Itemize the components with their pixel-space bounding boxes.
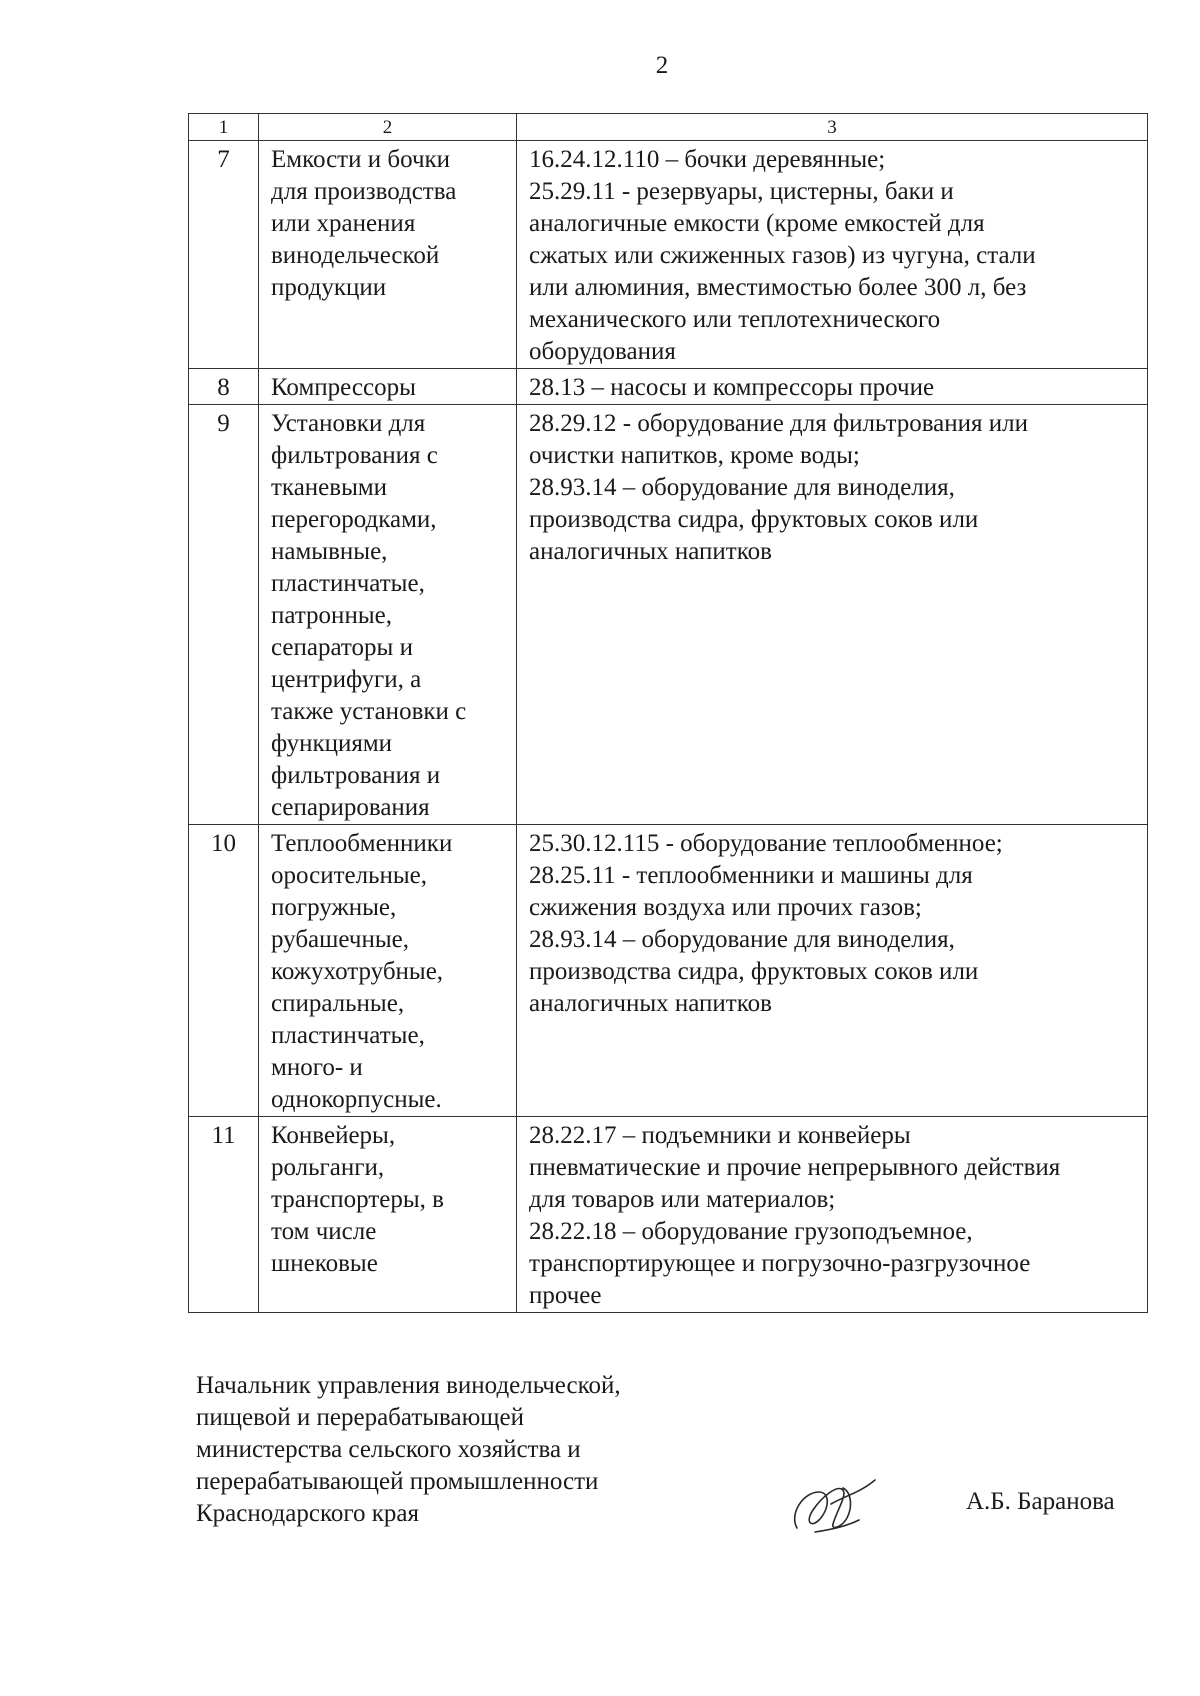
table-body [189,114,1148,1313]
equipment-name-line: однокорпусные. [271,1086,442,1113]
equipment-name-line: продукции [271,274,387,301]
equipment-name-line: рубашечные, [271,926,409,953]
okpd-code-line: сжижения воздуха или прочих газов; [529,894,922,921]
header-cell: 2 [259,114,517,141]
okpd-code-line: 28.25.11 - теплообменники и машины для [529,862,973,889]
okpd-code-line: 16.24.12.110 – бочки деревянные; [529,146,886,173]
okpd-code-line: 28.13 – насосы и компрессоры прочие [529,374,935,401]
position-line: пищевой и перерабатывающей [196,1404,525,1431]
equipment-name-line: спиральные, [271,990,405,1017]
equipment-name-line: кожухотрубные, [271,958,444,985]
handwritten-signature [785,1470,880,1540]
page-number: 2 [655,52,669,79]
equipment-name-line: рольганги, [271,1154,385,1181]
equipment-name-line: Компрессоры [271,374,416,401]
equipment-name-line: шнековые [271,1250,378,1277]
okpd-code-line: аналогичные емкости (кроме емкостей для [529,210,985,237]
okpd-code-line: для товаров или материалов; [529,1186,836,1213]
header-cell: 3 [517,114,1148,141]
table-row [189,141,1148,369]
equipment-name-line: Теплообменники [271,830,453,857]
position-line: министерства сельского хозяйства и [196,1436,581,1463]
equipment-name-line: пластинчатые, [271,570,425,597]
equipment-name-line: Конвейеры, [271,1122,396,1149]
row-number-cell: 10 [189,825,259,1117]
position-line: Краснодарского края [196,1500,419,1527]
okpd-code-line: аналогичных напитков [529,990,772,1017]
signer-name: А.Б. Баранова [966,1488,1115,1515]
okpd-code-line: 25.29.11 - резервуары, цистерны, баки и [529,178,954,205]
okpd-code-line: прочее [529,1282,602,1309]
okpd-codes-cell [517,369,1148,405]
row-number-cell: 11 [189,1117,259,1313]
okpd-code-line: 28.93.14 – оборудование для виноделия, [529,474,955,501]
table-row [189,825,1148,1117]
okpd-code-line: пневматические и прочие непрерывного действия [529,1154,1061,1181]
equipment-name-line: патронные, [271,602,392,629]
equipment-name-line: транспортеры, в [271,1186,444,1213]
header-cell: 1 [189,114,259,141]
okpd-code-line: оборудования [529,338,676,365]
equipment-name-line: намывные, [271,538,388,565]
okpd-code-line: транспортирующее и погрузочно-разгрузочное [529,1250,1031,1277]
okpd-code-line: сжатых или сжиженных газов) из чугуна, стали [529,242,1036,269]
equipment-name-line: Емкости и бочки [271,146,451,173]
equipment-name-line: центрифуги, а [271,666,422,693]
equipment-name-cell [259,141,517,369]
signatory-position [196,1370,621,1530]
okpd-code-line: очистки напитков, кроме воды; [529,442,860,469]
equipment-name-line: том числе [271,1218,377,1245]
equipment-name-line: винодельческой [271,242,440,269]
okpd-codes-cell [517,825,1148,1117]
equipment-name-line: Установки для [271,410,426,437]
okpd-code-line: 28.93.14 – оборудование для виноделия, [529,926,955,953]
okpd-code-line: или алюминия, вместимостью более 300 л, без [529,274,1027,301]
equipment-name-line: оросительные, [271,862,428,889]
table-row [189,369,1148,405]
okpd-code-line: 28.22.18 – оборудование грузоподъемное, [529,1218,973,1245]
position-line: перерабатывающей промышленности [196,1468,599,1495]
equipment-table [188,113,1148,1313]
okpd-code-line: 28.29.12 - оборудование для фильтрования или [529,410,1029,437]
row-number-cell: 9 [189,405,259,825]
okpd-code-line: производства сидра, фруктовых соков или [529,506,979,533]
equipment-name-line: погружные, [271,894,397,921]
equipment-name-line: тканевыми [271,474,388,501]
okpd-codes-cell [517,405,1148,825]
okpd-code-line: 28.22.17 – подъемники и конвейеры [529,1122,911,1149]
table-row [189,405,1148,825]
okpd-code-line: 25.30.12.115 - оборудование теплообменное; [529,830,1003,857]
equipment-name-line: фильтрования с [271,442,438,469]
equipment-name-line: функциями [271,730,393,757]
equipment-name-line: пластинчатые, [271,1022,425,1049]
equipment-name-line: сепараторы и [271,634,413,661]
equipment-name-line: также установки с [271,698,467,725]
equipment-name-cell [259,825,517,1117]
equipment-name-line: много- и [271,1054,363,1081]
okpd-codes-cell [517,1117,1148,1313]
table-row [189,1117,1148,1313]
equipment-name-cell [259,369,517,405]
okpd-code-line: механического или теплотехнического [529,306,941,333]
equipment-name-line: для производства [271,178,457,205]
equipment-name-cell [259,405,517,825]
equipment-name-line: или хранения [271,210,416,237]
row-number-cell: 8 [189,369,259,405]
table-header-row [189,114,1148,141]
okpd-codes-cell [517,141,1148,369]
equipment-name-line: фильтрования и [271,762,441,789]
equipment-name-cell [259,1117,517,1313]
position-line: Начальник управления винодельческой, [196,1372,621,1399]
equipment-name-line: перегородками, [271,506,437,533]
okpd-code-line: производства сидра, фруктовых соков или [529,958,979,985]
equipment-name-line: сепарирования [271,794,430,821]
okpd-code-line: аналогичных напитков [529,538,772,565]
row-number-cell: 7 [189,141,259,369]
